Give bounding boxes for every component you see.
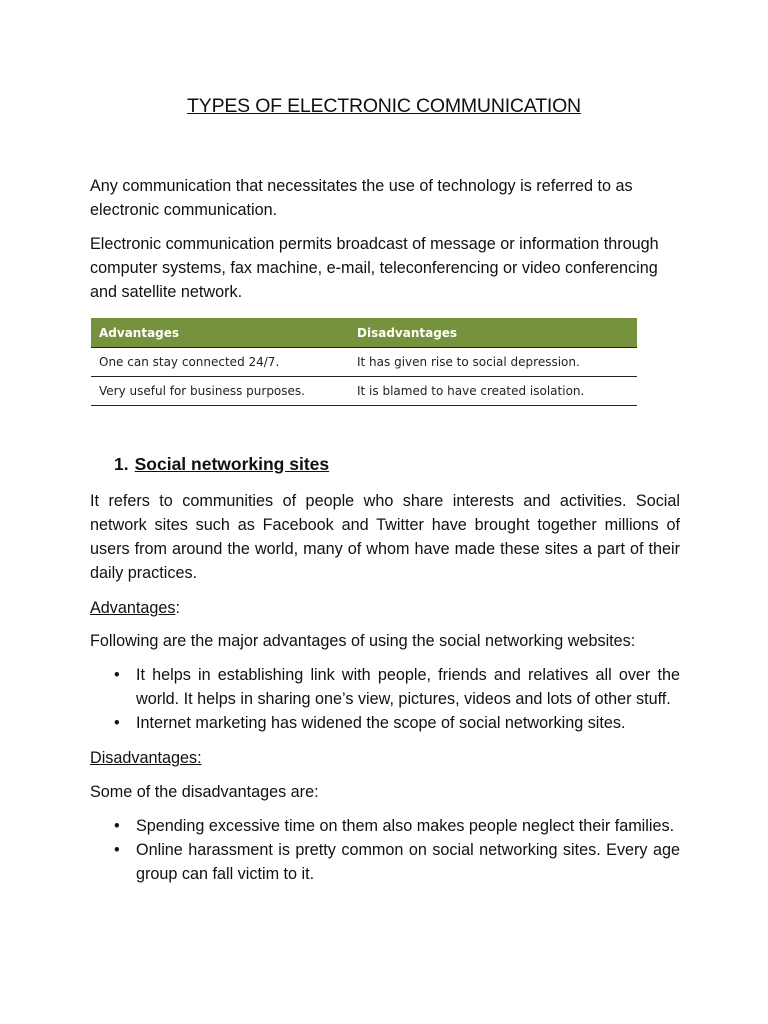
table-row bbox=[91, 377, 637, 406]
table-cell: It is blamed to have created isolation. bbox=[349, 377, 637, 406]
document-title: TYPES OF ELECTRONIC COMMUNICATION bbox=[187, 95, 581, 117]
disadvantages-label-text: Disadvantages: bbox=[90, 749, 202, 767]
section-heading bbox=[114, 454, 329, 475]
table-cell: One can stay connected 24/7. bbox=[91, 348, 349, 377]
list-item bbox=[90, 814, 680, 838]
disadvantages-intro: Some of the disadvantages are: bbox=[90, 783, 319, 801]
list-item bbox=[90, 711, 680, 735]
section-number: 1. bbox=[114, 454, 129, 474]
list-item bbox=[90, 838, 680, 886]
advantages-list bbox=[90, 663, 680, 735]
table-header-row bbox=[91, 318, 637, 348]
advantages-disadvantages-table bbox=[91, 318, 637, 406]
intro-paragraph-2: Electronic communication permits broadcast of message or information through computer systems, fax machine, e-mail, teleconferencing or video conferencing and satellite network. bbox=[90, 235, 659, 301]
list-item-text: Spending excessive time on them also makes people neglect their families. bbox=[136, 817, 675, 835]
table-header-disadvantages: Disadvantages bbox=[349, 318, 637, 348]
list-item-text: Internet marketing has widened the scope of social networking sites. bbox=[136, 714, 626, 732]
advantages-label bbox=[90, 596, 680, 620]
table-row bbox=[91, 348, 637, 377]
bullet-icon: • bbox=[114, 817, 120, 835]
disadvantages-label bbox=[90, 746, 680, 770]
intro-paragraph-1: Any communication that necessitates the use of technology is referred to as electronic communication. bbox=[90, 177, 633, 219]
section-body-paragraph: It refers to communities of people who share interests and activities. Social network sites such as Facebook and Twitter have brought together millions of users from around the world, many of whom have made these sites a part of their daily practices. bbox=[90, 492, 680, 582]
advantages-label-colon: : bbox=[175, 599, 180, 617]
table-cell: Very useful for business purposes. bbox=[91, 377, 349, 406]
disadvantages-list bbox=[90, 814, 680, 886]
list-item-text: It helps in establishing link with people, friends and relatives all over the world. It helps in sharing one’s view, pictures, videos and lots of other stuff. bbox=[136, 666, 680, 708]
list-item-text: Online harassment is pretty common on social networking sites. Every age group can fall victim to it. bbox=[136, 841, 680, 883]
advantages-label-text: Advantages bbox=[90, 599, 176, 617]
bullet-icon: • bbox=[114, 714, 120, 732]
list-item bbox=[90, 663, 680, 711]
bullet-icon: • bbox=[114, 841, 120, 859]
section-heading-text: Social networking sites bbox=[134, 454, 330, 474]
advantages-intro: Following are the major advantages of using the social networking websites: bbox=[90, 632, 636, 650]
bullet-icon: • bbox=[114, 666, 120, 684]
table-header-advantages: Advantages bbox=[91, 318, 349, 348]
table-cell: It has given rise to social depression. bbox=[349, 348, 637, 377]
